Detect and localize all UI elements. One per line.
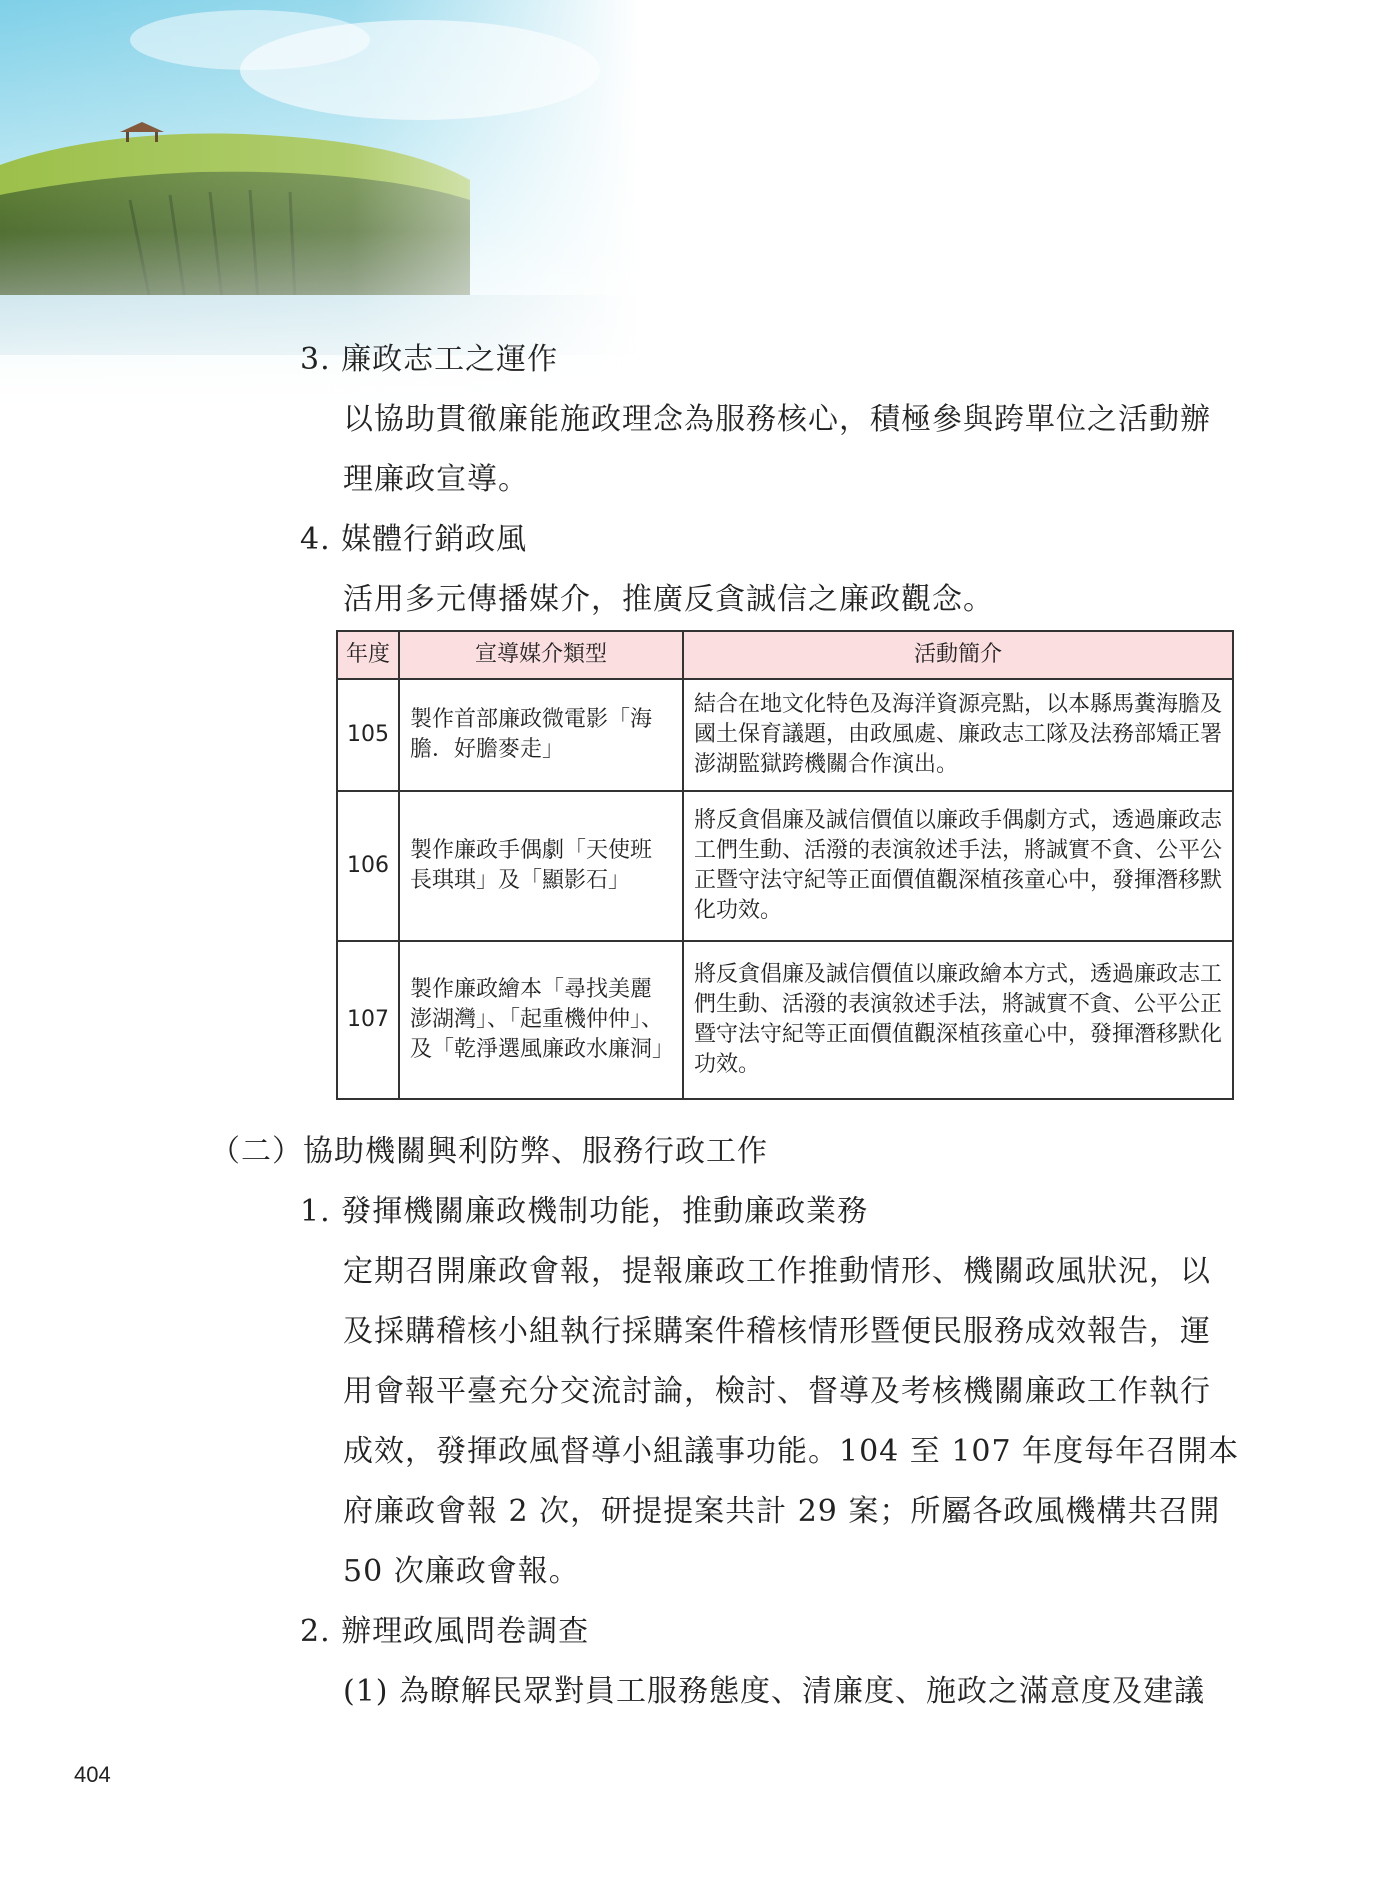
row-activity: 將反貪倡廉及誠信價值以廉政繪本方式，透過廉政志工們生動、活潑的表演敘述手法，將誠實不貪、公平公正暨守法守紀等正面價值觀深植孩童心中，發揮潛移默化功效。 xyxy=(683,941,1233,1099)
text-line-p2-1-body-2: 及採購稽核小組執行採購案件稽核情形暨便民服務成效報告，運 xyxy=(343,1314,1211,1349)
row-media-type: 製作廉政繪本「尋找美麗澎湖灣」、「起重機仲仲」、及「乾淨選風廉政水廉洞」 xyxy=(399,941,683,1099)
header-year: 年度 xyxy=(337,631,399,679)
text-line-p2-1-body-1: 定期召開廉政會報，提報廉政工作推動情形、機關政風狀況，以 xyxy=(343,1254,1211,1289)
table-row xyxy=(337,941,1233,1099)
row-year: 106 xyxy=(337,791,399,941)
table-header-row xyxy=(337,631,1233,679)
text-line-p2-1-body-6: 50 次廉政會報。 xyxy=(343,1554,580,1589)
text-line-p2-1-body-4: 成效，發揮政風督導小組議事功能。104 至 107 年度每年召開本 xyxy=(343,1434,1240,1469)
table-row xyxy=(337,791,1233,941)
text-line-sec4-body: 活用多元傳播媒介，推廣反貪誠信之廉政觀念。 xyxy=(343,582,994,617)
text-line-sec3-body-2: 理廉政宣導。 xyxy=(343,462,529,497)
text-line-p2-1-body-3: 用會報平臺充分交流討論，檢討、督導及考核機關廉政工作執行 xyxy=(343,1374,1211,1409)
row-media-type: 製作首部廉政微電影「海膽．好膽麥走」 xyxy=(399,679,683,791)
row-year: 107 xyxy=(337,941,399,1099)
page-number: 404 xyxy=(74,1762,111,1787)
text-line-sec4-heading: 4. 媒體行銷政風 xyxy=(300,522,528,557)
text-line-sec3-body-1: 以協助貫徹廉能施政理念為服務核心，積極參與跨單位之活動辦 xyxy=(343,402,1211,437)
header-media-type: 宣導媒介類型 xyxy=(399,631,683,679)
media-promotion-table xyxy=(336,630,1234,1100)
text-line-p2-2-heading: 2. 辦理政風問卷調查 xyxy=(300,1614,590,1649)
row-year: 105 xyxy=(337,679,399,791)
text-line-sec3-heading: 3. 廉政志工之運作 xyxy=(300,342,559,377)
row-media-type: 製作廉政手偶劇「天使班長琪琪」及「顯影石」 xyxy=(399,791,683,941)
row-activity: 結合在地文化特色及海洋資源亮點，以本縣馬糞海膽及國土保育議題，由政風處、廉政志工隊及法務部矯正署澎湖監獄跨機關合作演出。 xyxy=(683,679,1233,791)
text-line-p2-1-heading: 1. 發揮機關廉政機制功能，推動廉政業務 xyxy=(300,1194,869,1229)
text-line-p2-2-body-1: (1) 為瞭解民眾對員工服務態度、清廉度、施政之滿意度及建議 xyxy=(343,1674,1206,1709)
row-activity: 將反貪倡廉及誠信價值以廉政手偶劇方式，透過廉政志工們生動、活潑的表演敘述手法，將誠實不貪、公平公正暨守法守紀等正面價值觀深植孩童心中，發揮潛移默化功效。 xyxy=(683,791,1233,941)
table-row xyxy=(337,679,1233,791)
text-line-p2-1-body-5: 府廉政會報 2 次，研提提案共計 29 案；所屬各政風機構共召開 xyxy=(343,1494,1221,1529)
text-line-part2-heading: （二）協助機關興利防弊、服務行政工作 xyxy=(210,1134,768,1169)
header-activity: 活動簡介 xyxy=(683,631,1233,679)
